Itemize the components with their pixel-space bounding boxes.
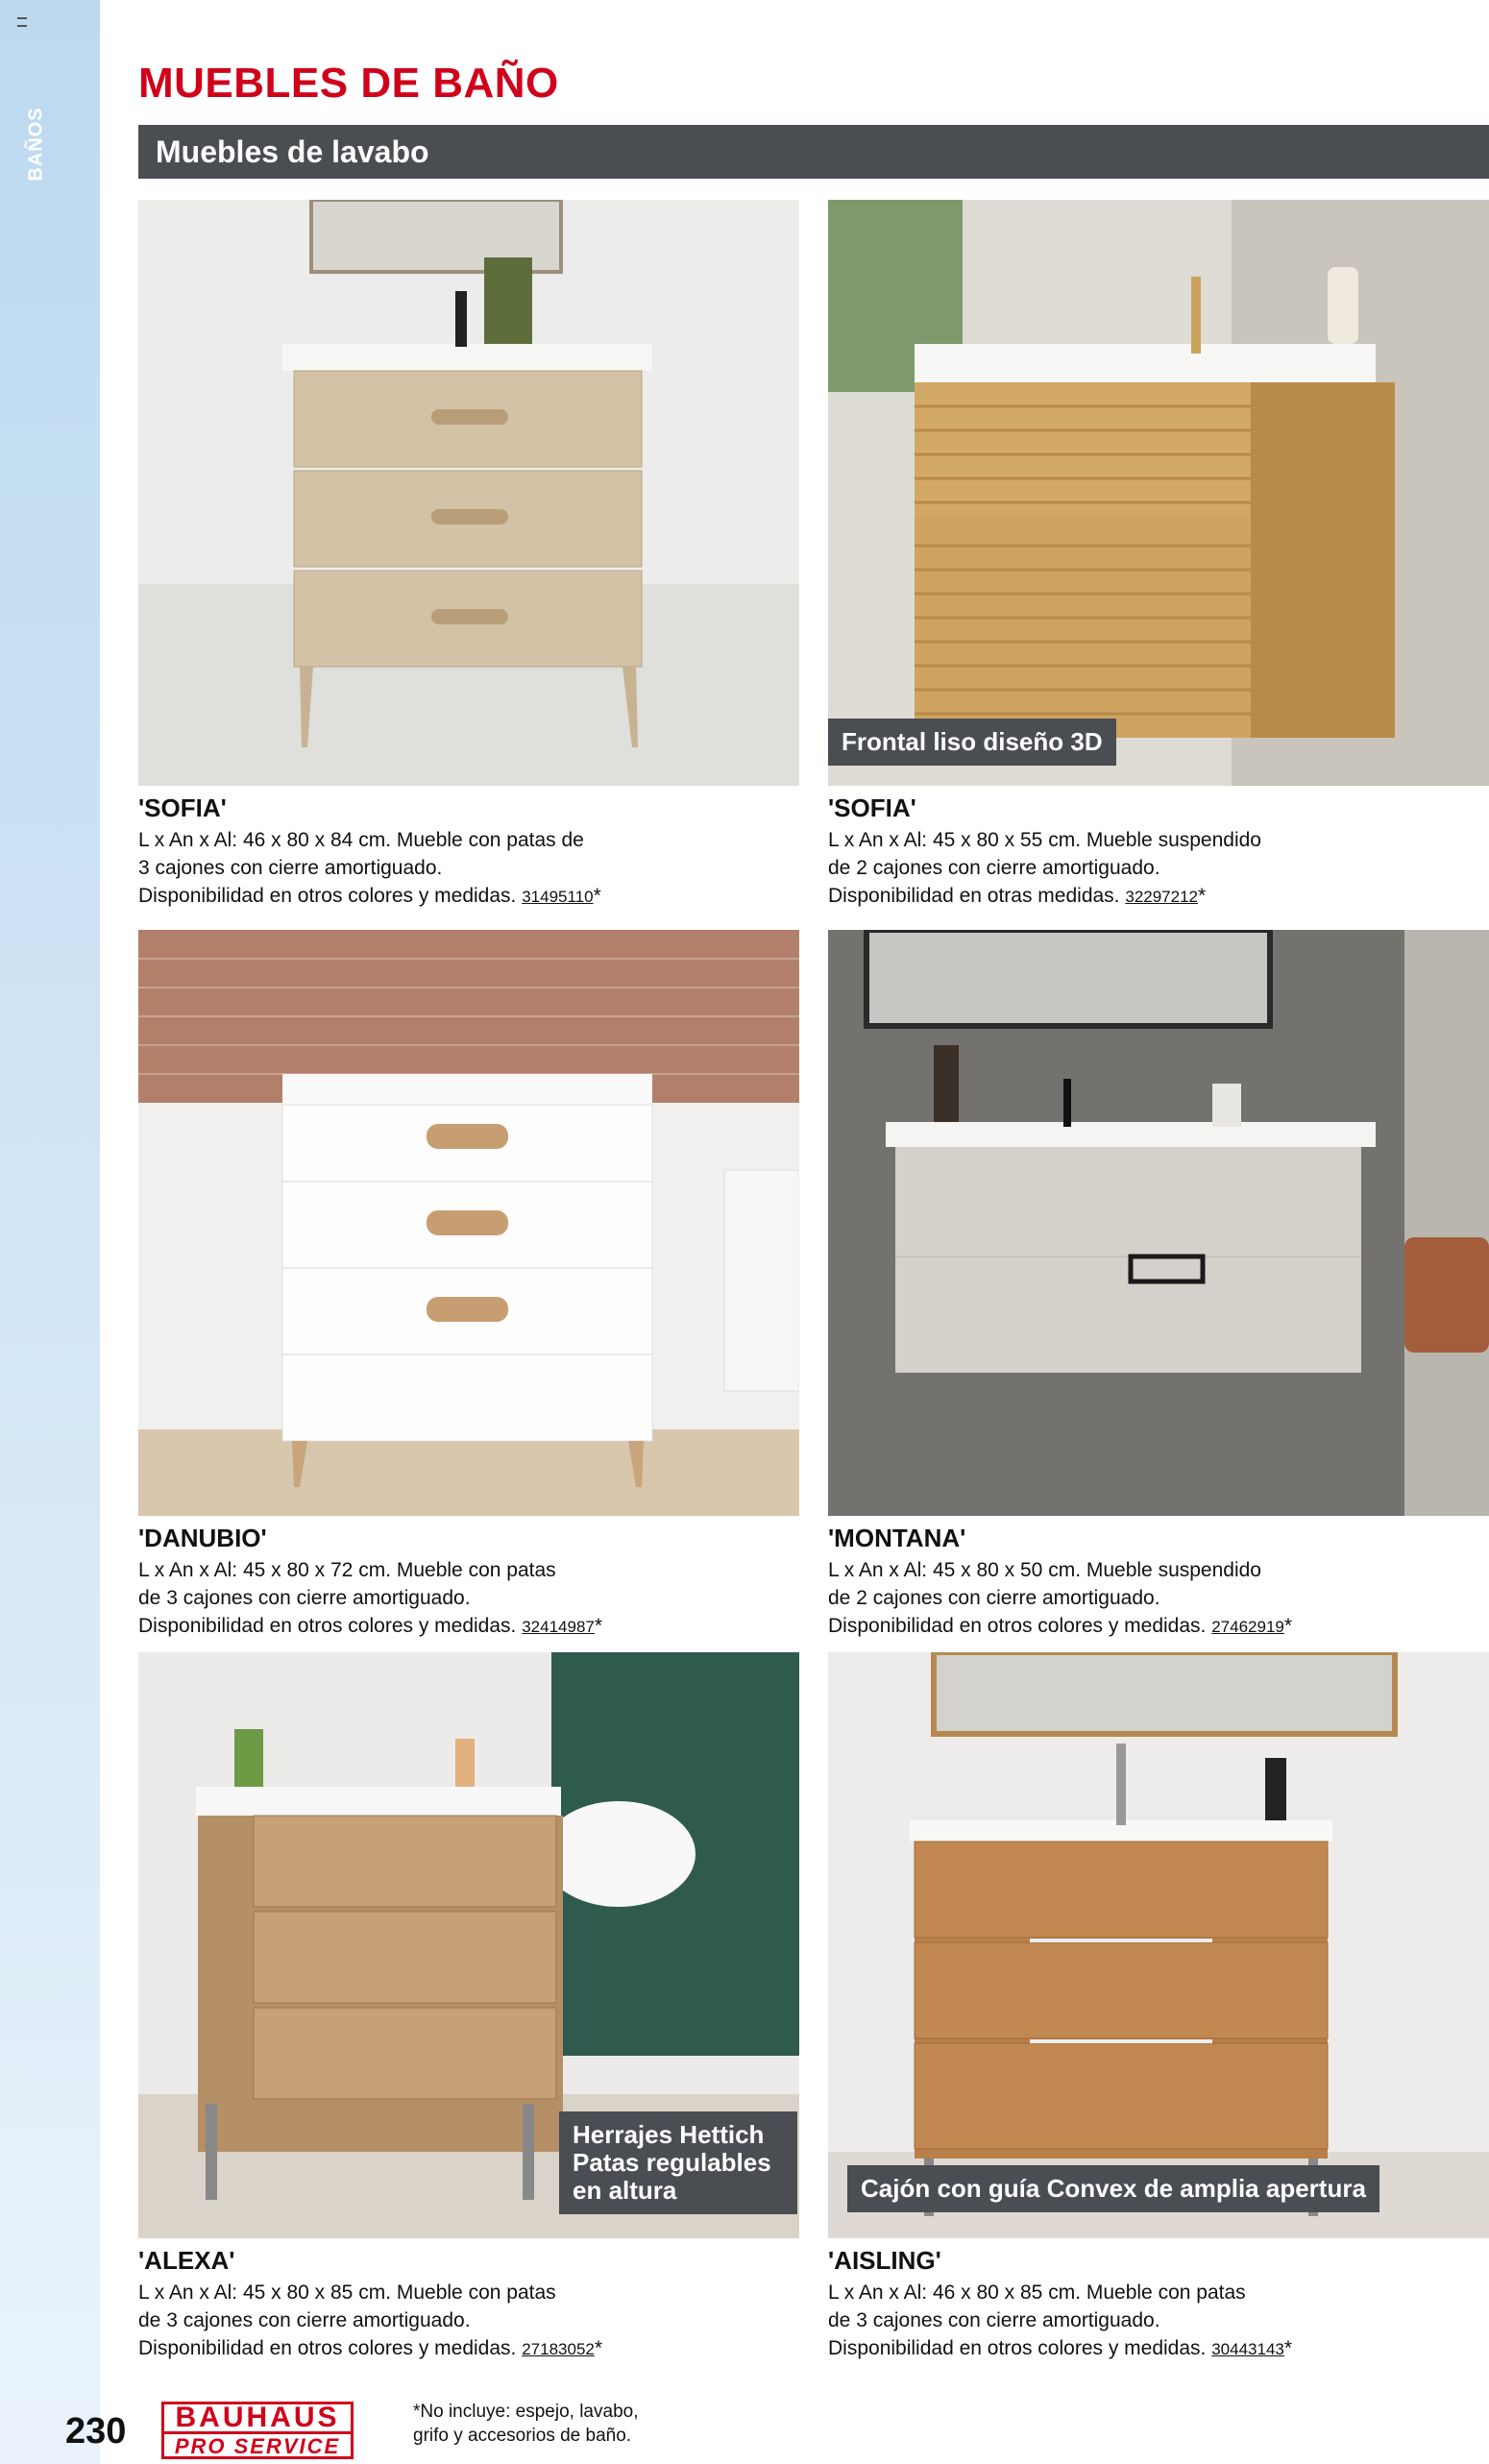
footnote: *No incluye: espejo, lavabo, grifo y accesorios de baño.	[413, 2402, 639, 2446]
side-strip	[0, 0, 100, 2464]
product-ref[interactable]: 32297212	[1125, 888, 1198, 906]
product-name: 'SOFIA'	[828, 793, 916, 822]
product-ref[interactable]: 32414987	[522, 1618, 595, 1636]
product-photo	[138, 200, 799, 786]
product-name: 'AISLING'	[828, 2246, 941, 2275]
product-ref[interactable]: 27462919	[1211, 1618, 1284, 1636]
side-category-label: BAÑOS	[25, 107, 47, 182]
page-title: MUEBLES DE BAÑO	[138, 60, 559, 107]
product-description: L x An x Al: 46 x 80 x 85 cm. Mueble con patas de 3 cajones con cierre amortiguado. Disponibilidad en otros colores y medidas. 30443143*	[828, 2281, 1293, 2359]
feature-badge: Herrajes Hettich Patas regulables en altura	[559, 2111, 797, 2214]
product-name: 'DANUBIO'	[138, 1524, 267, 1552]
product-photo	[828, 930, 1489, 1516]
product-name: 'ALEXA'	[138, 2246, 235, 2275]
page-number: 230	[65, 2411, 127, 2452]
product-ref[interactable]: 31495110	[522, 888, 594, 906]
feature-badge: Cajón con guía Convex de amplia apertura	[847, 2165, 1379, 2212]
product-ref[interactable]: 27183052	[522, 2340, 595, 2358]
product-photo	[828, 1652, 1489, 2238]
product-photo	[138, 930, 799, 1516]
product-description: L x An x Al: 45 x 80 x 50 cm. Mueble suspendido de 2 cajones con cierre amortiguado. Disponibilidad en otros colores y medidas. 27462919*	[828, 1559, 1293, 1637]
product-description: L x An x Al: 45 x 80 x 55 cm. Mueble suspendido de 2 cajones con cierre amortiguado. Disponibilidad en otras medidas. 32297212*	[828, 829, 1261, 907]
section-title: Muebles de lavabo	[138, 125, 1489, 179]
menu-icon	[17, 17, 27, 27]
product-description: L x An x Al: 45 x 80 x 72 cm. Mueble con patas de 3 cajones con cierre amortiguado. Disponibilidad en otros colores y medidas. 32414987*	[138, 1559, 603, 1637]
bauhaus-logo[interactable]: BAUHAUS PRO SERVICE	[161, 2402, 354, 2461]
product-description: L x An x Al: 45 x 80 x 85 cm. Mueble con patas de 3 cajones con cierre amortiguado. Disponibilidad en otros colores y medidas. 27183052*	[138, 2281, 603, 2359]
product-description: L x An x Al: 46 x 80 x 84 cm. Mueble con patas de 3 cajones con cierre amortiguado. Disponibilidad en otros colores y medidas. 31495110*	[138, 829, 601, 907]
product-name: 'MONTANA'	[828, 1524, 966, 1552]
product-photo	[828, 200, 1489, 786]
product-ref[interactable]: 30443143	[1211, 2340, 1284, 2358]
product-name: 'SOFIA'	[138, 793, 227, 822]
feature-badge: Frontal liso diseño 3D	[828, 719, 1116, 766]
